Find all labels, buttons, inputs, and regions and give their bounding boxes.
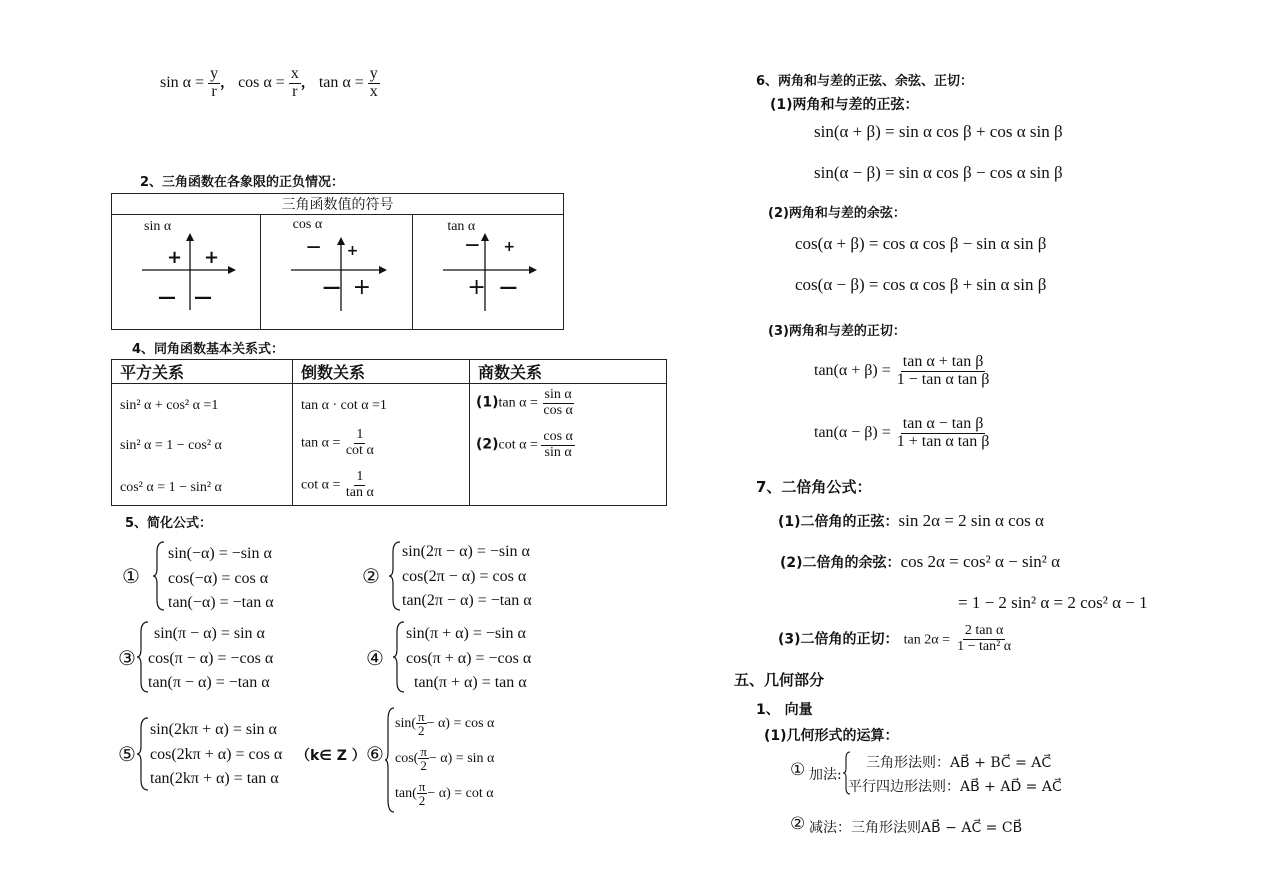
group-2: sin(2π − α) = −sin α cos(2π − α) = cos α tan(2π − α) = −tan α [402, 543, 532, 609]
group-3: sin(π − α) = sin α cos(π − α) = −cos α tan(π − α) = −tan α [148, 625, 274, 691]
cos-sum-formula: cos(α + β) = cos α cos β − sin α sin β [795, 234, 1047, 253]
sin-sum-heading: (1)两角和与差的正弦： [770, 97, 919, 113]
group-6: sin( $\frac{\pi}{2}$ − α) = cos α cos( $\frac{\pi}{2}$ − α) = sin α tan( $\frac{\pi}{2}$ − α) = cot α [395, 708, 495, 809]
circled-2: ② [362, 564, 380, 588]
reciprocal-cell: tan α · cot α =1 tan α = $\frac{1}{\text{cot α}}$ cot α = $\frac{1}{\text{tan α}}$ [293, 384, 470, 506]
square-cell: sin² α + cos² α =1 sin² α = 1 − cos² α cos² α = 1 − sin² α [112, 384, 293, 506]
tan-diff-formula: tan(α − β) = $\frac{\text{tan α − tan β}}{\text{1 + tan α tan β}}$ [814, 415, 990, 450]
subtraction-rule: 减法：三角形法则AB⃗ − AC⃗ = CB⃗ [809, 820, 1023, 836]
left-brace-icon [388, 540, 402, 612]
section-6-title: 6、两角和与差的正弦、余弦、正切： [756, 74, 974, 89]
group-5: sin(2kπ + α) = sin α cos(2kπ + α) = cos α tan(2kπ + α) = tan α [150, 721, 283, 787]
section-4-title: 4、同角函数基本关系式： [132, 342, 285, 357]
geometry-title: 五、几何部分 [734, 671, 825, 689]
quotient-cell: (1)tan α = $\frac{\text{sin α}}{\text{cos α}}$ (2)cot α = $\frac{\text{cos α}}{\text{sin α}}$ [470, 384, 667, 506]
tan-quadrant-cell: tan α — + + — [413, 215, 564, 330]
left-brace-icon [152, 540, 166, 612]
double-tan: (3)二倍角的正切： tan 2α = $\frac{\text{2 tan α}}{\text{1 − tan² α}}$ [778, 623, 1012, 654]
circled-1: ① [790, 760, 806, 780]
cos-diff-formula: cos(α − β) = cos α cos β + sin α sin β [795, 275, 1047, 294]
triangle-rule-add: 三角形法则：AB⃗ + BC⃗ = AC⃗ [866, 755, 1052, 771]
fraction: $\frac{y}{x}$ [369, 65, 378, 100]
k-condition: （k∈ Z ） [296, 748, 366, 764]
left-brace-icon [136, 716, 150, 792]
sign-table-title: 三角函数值的符号 [112, 194, 564, 215]
sin-axes-icon [112, 215, 260, 329]
sin-diff-formula: sin(α − β) = sin α cos β − cos α sin β [814, 163, 1063, 182]
left-brace-icon [392, 620, 406, 694]
group-4: sin(π + α) = −sin α cos(π + α) = −cos α tan(π + α) = tan α [406, 625, 532, 691]
vector-subtitle: 1、 向量 [756, 702, 813, 718]
header-reciprocal: 倒数关系 [293, 360, 470, 384]
circled-5: ⑤ [118, 742, 136, 766]
geometric-ops-heading: (1)几何形式的运算： [764, 728, 899, 744]
section-2-title: 2、三角函数在各象限的正负情况： [140, 175, 345, 190]
fraction: $\frac{y}{r}$ [210, 65, 219, 100]
double-cos-alt: = 1 − 2 sin² α = 2 cos² α − 1 [958, 593, 1148, 612]
identity-table [111, 359, 667, 506]
cos-quadrant-cell: cos α — + — + [260, 215, 413, 330]
circled-3: ③ [118, 646, 136, 670]
double-sin: (1)二倍角的正弦：sin 2α = 2 sin α cos α [778, 511, 1044, 530]
header-square: 平方关系 [112, 360, 293, 384]
tan-sum-formula: tan(α + β) = $\frac{\text{tan α + tan β}}{\text{1 − tan α tan β}}$ [814, 353, 990, 388]
double-cos: (2)二倍角的余弦：cos 2α = cos² α − sin² α [780, 552, 1061, 571]
tan-sum-heading: (3)两角和与差的正切： [768, 324, 906, 339]
top-formulas: sin α = $\frac{y}{r}$ ， cos α = $\frac{x}{r}$ ， tan α = $\frac{y}{x}$ [160, 65, 378, 100]
circled-1: ① [122, 564, 140, 588]
fraction: $\frac{x}{r}$ [290, 65, 299, 100]
circled-4: ④ [366, 646, 384, 670]
addition-label: 加法: [809, 767, 842, 783]
circled-2: ② [790, 814, 806, 834]
section-5-title: 5、简化公式： [125, 516, 213, 531]
sign-table [111, 193, 564, 330]
sin-quadrant-cell: sin α + + — — [112, 215, 261, 330]
cos-axes-icon [261, 215, 413, 329]
cos-sum-heading: (2)两角和与差的余弦： [768, 206, 906, 221]
section-7-title: 7、二倍角公式： [756, 478, 872, 496]
tan-axes-icon [413, 215, 563, 329]
sin-sum-formula: sin(α + β) = sin α cos β + cos α sin β [814, 122, 1063, 141]
parallelogram-rule: 平行四边形法则：AB⃗ + AD⃗ = AC⃗ [848, 779, 1062, 795]
header-quotient: 商数关系 [470, 360, 667, 384]
group-1: sin(−α) = −sin α cos(−α) = cos α tan(−α) = −tan α [168, 545, 274, 611]
circled-6: ⑥ [366, 742, 384, 766]
